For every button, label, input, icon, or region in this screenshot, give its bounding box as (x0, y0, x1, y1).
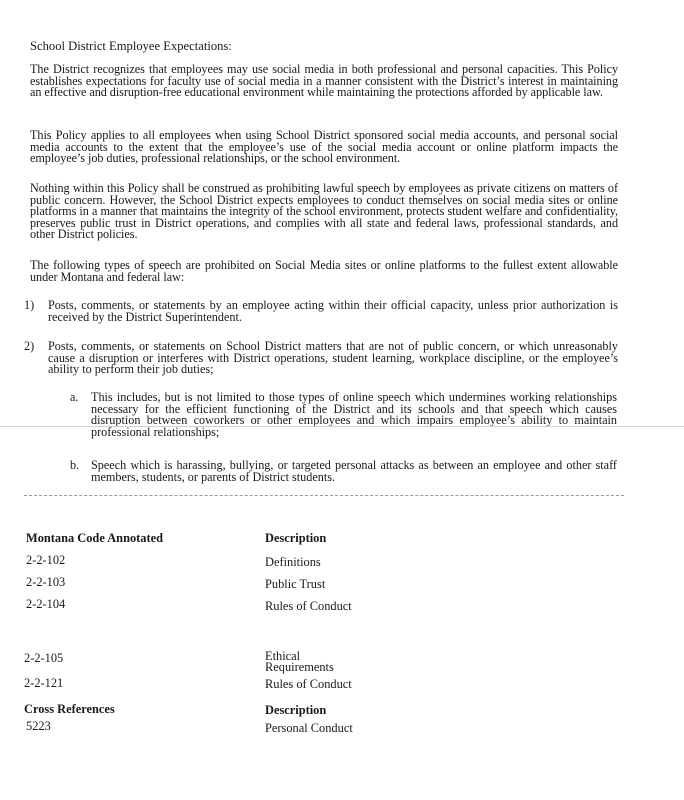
list-item-text: Posts, comments, or statements by an employee acting within their official capacity, unless prior authorization is received by the District Superintendent. (48, 298, 618, 324)
mca-description-header: Description (265, 531, 327, 545)
cross-reference-description: Personal Conduct (265, 721, 353, 735)
paragraph-scope: This Policy applies to all employees when using School District sponsored social media accounts, and personal social media accounts to the extent that the employee’s use of the social media account or online platform impacts the employee’s job duties, professional relationships, or the school environment. (30, 128, 618, 166)
sublist-item-text: Speech which is harassing, bullying, or targeted personal attacks as between an employee and other staff members, students, or parents of District students. (91, 458, 617, 484)
mca-code: 2-2-105 (24, 651, 64, 665)
mca-description: Definitions (265, 555, 321, 569)
sublist-item-text: This includes, but is not limited to those types of online speech which undermines working relationships necessary for the efficient functioning of the District and its schools and that speech which causes disruption between coworkers or other employees and which impairs employee’s ability to maintain professional relationships; (91, 390, 617, 439)
paragraph-prohibited-intro: The following types of speech are prohibited on Social Media sites or online platforms to the fullest extent allowable under Montana and federal law: (30, 258, 618, 284)
scan-line (0, 426, 684, 427)
mca-code: 2-2-121 (24, 676, 64, 690)
list-item-text: Posts, comments, or statements on School District matters that are not of public concern, or which unreasonably cause a disruption or interferes with District operations, student learning, workplace discipline, or the employee’s ability to perform their job duties; (48, 339, 618, 377)
cross-references-header: Cross References (24, 702, 115, 716)
paragraph-intro: The District recognizes that employees may use social media in both professional and personal capacities. This Policy establishes expectations for faculty use of social media in a manner consistent with the District’s interest in maintaining an effective and disruption-free educational environment while maintaining the protections afforded by applicable law. (30, 62, 618, 100)
cross-description-header: Description (265, 703, 327, 717)
section-heading: School District Employee Expectations: (30, 39, 232, 53)
mca-code: 2-2-103 (26, 575, 66, 589)
mca-description: Ethical Requirements (265, 649, 334, 674)
paragraph-lawful-speech: Nothing within this Policy shall be construed as prohibiting lawful speech by employees as private citizens on matters of public concern. However, the School District expects employees to conduct themselves on social media sites or online platforms in a manner that maintains the integrity of the school environment, protects student welfare and confidentiality, preserves public trust in District operations, and complies with all state and federal laws, professional standards, and other District policies. (30, 181, 618, 242)
mca-description: Rules of Conduct (265, 677, 352, 691)
mca-code: 2-2-102 (26, 553, 66, 567)
list-marker: 2) (24, 339, 35, 353)
list-marker: 1) (24, 298, 35, 312)
cross-reference-code: 5223 (26, 719, 51, 733)
mca-description: Rules of Conduct (265, 599, 352, 613)
divider (24, 495, 624, 496)
mca-description: Public Trust (265, 577, 326, 591)
mca-code: 2-2-104 (26, 597, 66, 611)
sublist-marker: a. (70, 390, 79, 404)
mca-header: Montana Code Annotated (26, 531, 163, 545)
sublist-marker: b. (70, 458, 80, 472)
